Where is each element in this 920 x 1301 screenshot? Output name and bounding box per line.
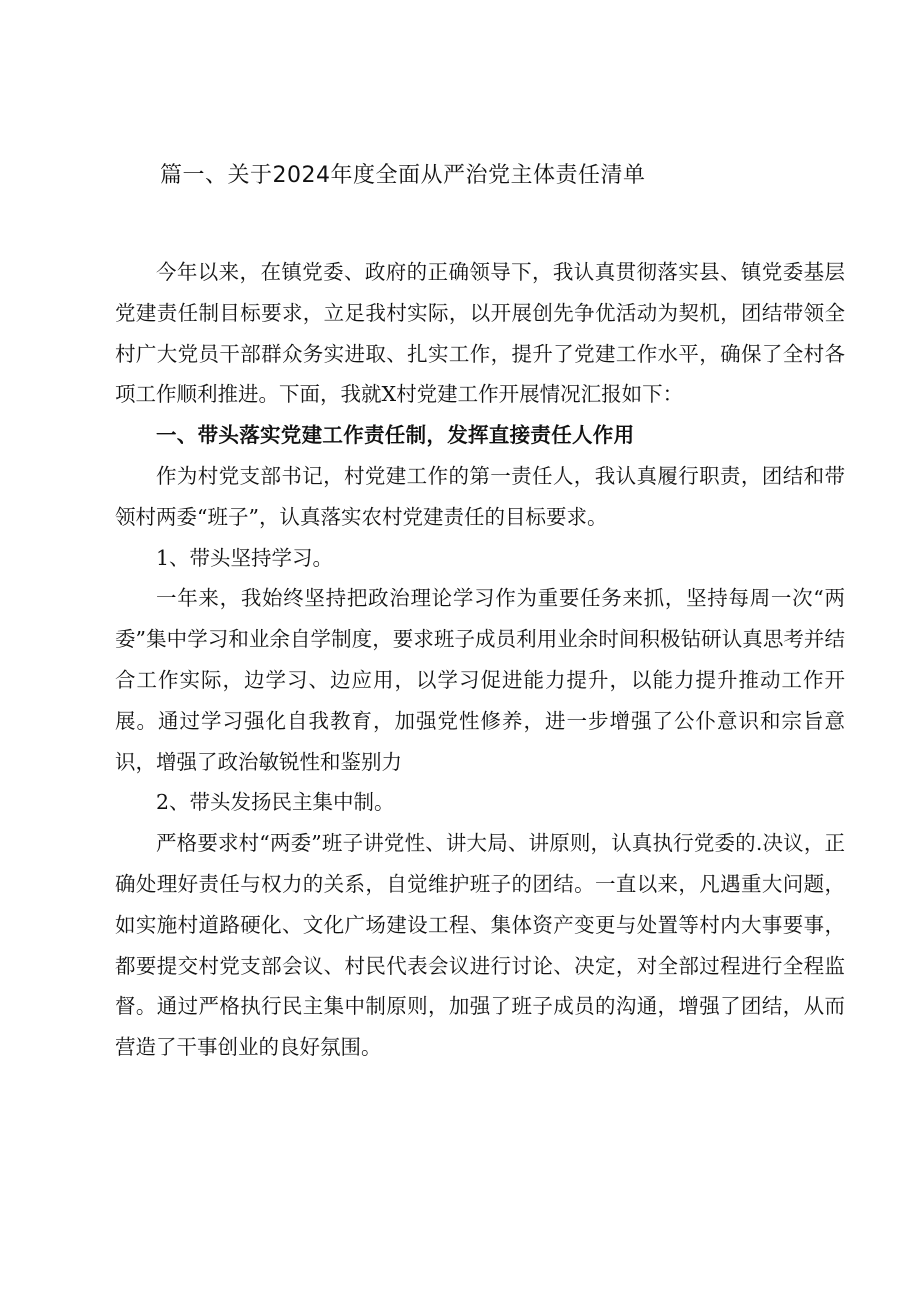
intro-paragraph: 今年以来，在镇党委、政府的正确领导下，我认真贯彻落实县、镇党委基层党建责任制目标要求，立足我村实际，以开展创先争优活动为契机，团结带领全村广大党员干部群众务实进取、扎实工作，提升了党建工作水平，确保了全村各项工作顺利推进。下面，我就X村党建工作开展情况汇报如下： bbox=[115, 260, 845, 407]
item-2-paragraph: 严格要求村“两委”班子讲党性、讲大局、讲原则，认真执行党委的.决议，正确处理好责任与权力的关系，自觉维护班子的团结。一直以来，凡遇重大问题，如实施村道路硬化、文化广场建设工程、集体资产变更与处置等村内大事要事，都要提交村党支部会议、村民代表会议进行讨论、决定，对全部过程进行全程监督。通过严格执行民主集中制原则，加强了班子成员的沟通，增强了团结，从而营造了干事创业的良好氛围。 bbox=[115, 831, 845, 1060]
item-1-paragraph: 一年来，我始终坚持把政治理论学习作为重要任务来抓，坚持每周一次“两委”集中学习和业余自学制度，要求班子成员利用业余时间积极钻研认真思考并结合工作实际，边学习、边应用，以学习促进能力提升，以能力提升推动工作开展。通过学习强化自我教育，加强党性修养，进一步增强了公仆意识和宗旨意识，增强了政治敏锐性和鉴别力 bbox=[115, 586, 845, 774]
item-1-heading: 1、带头坚持学习。 bbox=[156, 545, 334, 570]
section-heading: 一、带头落实党建工作责任制，发挥直接责任人作用 bbox=[156, 423, 635, 448]
section-paragraph: 作为村党支部书记，村党建工作的第一责任人，我认真履行职责，团结和带领村两委“班子”，认真落实农村党建责任的目标要求。 bbox=[115, 463, 845, 529]
document-title: 篇一、关于2024年度全面从严治党主体责任清单 bbox=[160, 163, 646, 188]
document-body bbox=[115, 252, 845, 1068]
item-2-heading: 2、带头发扬民主集中制。 bbox=[156, 790, 395, 815]
